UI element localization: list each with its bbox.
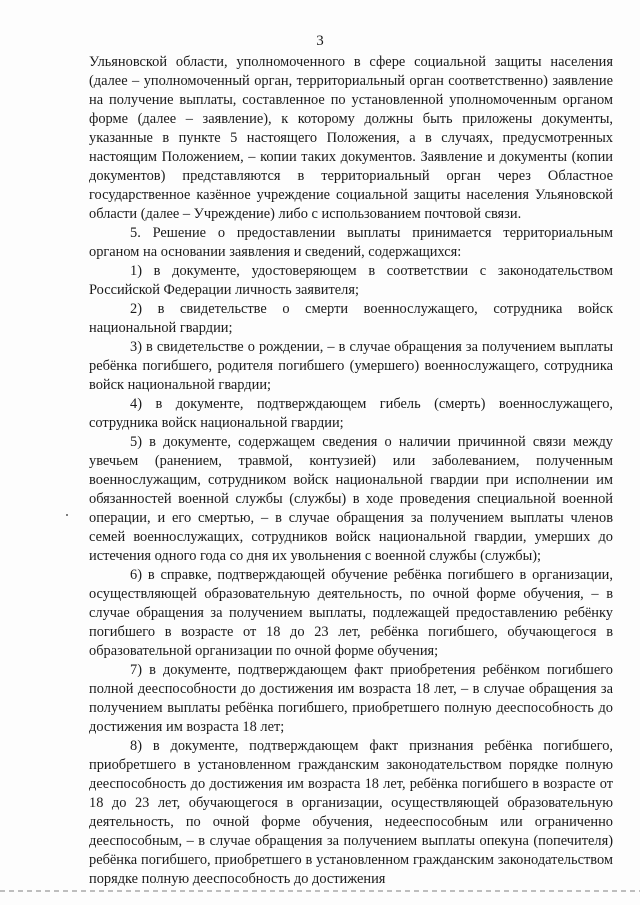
scan-speck [66, 514, 68, 516]
document-body [89, 53, 613, 889]
page-number: 3 [316, 33, 324, 49]
paragraph-subitem-6: 6) в справке, подтверждающей обучение ребёнка погибшего в организации, осуществляющей образовательную деятельность, по очной форме обучения, – в случае обращения за получением выплаты, подлежащей предоставлению ребёнку погибшего в возрасте от 18 до 23 лет, ребёнка погибшего, обучающегося в образовательной организации по очной форме обучения; [89, 567, 613, 659]
paragraph-subitem-8: 8) в документе, подтверждающем факт признания ребёнка погибшего, приобретшего в установленном гражданским законодательством порядке полную дееспособность до достижения им возраста 18 лет, ребёнка погибшего в возрасте от 18 до 23 лет, обучающегося в организации, осуществляющей образовательную деятельность, по очной форме обучения, недееспособным или ограниченно дееспособным, – в случае обращения за получением выплаты опекуна (попечителя) ребёнка погибшего, приобретшего в установленном гражданским законодательством порядке полную дееспособность до достижения [89, 738, 613, 887]
paragraph-subitem-3: 3) в свидетельстве о рождении, – в случае обращения за получением выплаты ребёнка погибшего, родителя погибшего (умершего) военнослужащего, сотрудника войск национальной гвардии; [89, 339, 613, 393]
paragraph-subitem-5: 5) в документе, содержащем сведения о наличии причинной связи между увечьем (ранением, травмой, контузией) или заболеванием, полученным военнослужащим, сотрудником войск национальной гвардии при исполнении им обязанностей военной службы (службы) в ходе проведения специальной военной операции, и его смертью, – в случае обращения за получением выплаты членов семей военнослужащих, сотрудников войск национальной гвардии, умерших до истечения одного года со дня их увольнения с военной службы (службы); [89, 434, 613, 564]
paragraph-subitem-2: 2) в свидетельстве о смерти военнослужащего, сотрудника войск национальной гвардии; [89, 301, 613, 336]
paragraph-intro-continuation: Ульяновской области, уполномоченного в сфере социальной защиты населения (далее – уполномоченный орган, территориальный орган соответственно) заявление на получение выплаты, составленное по установленной уполномоченным органом форме (далее – заявление), к которому должны быть приложены документы, указанные в пункте 5 настоящего Положения, а в случаях, предусмотренных настоящим Положением, – копии таких документов. Заявление и документы (копии документов) представляются в территориальный орган через Областное государственное казённое учреждение социальной защиты населения Ульяновской области (далее – Учреждение) либо с использованием почтовой связи. [89, 54, 613, 222]
paragraph-item-5: 5. Решение о предоставлении выплаты принимается территориальным органом на основании заявления и сведений, содержащихся: [89, 225, 613, 260]
scan-bottom-edge [0, 890, 640, 892]
paragraph-subitem-1: 1) в документе, удостоверяющем в соответствии с законодательством Российской Федерации личность заявителя; [89, 263, 613, 298]
paragraph-subitem-7: 7) в документе, подтверждающем факт приобретения ребёнком погибшего полной дееспособности до достижения им возраста 18 лет, – в случае обращения за получением выплаты ребёнка погибшего, приобретшего полную дееспособность до достижения им возраста 18 лет; [89, 662, 613, 735]
paragraph-subitem-4: 4) в документе, подтверждающем гибель (смерть) военнослужащего, сотрудника войск национальной гвардии; [89, 396, 613, 431]
